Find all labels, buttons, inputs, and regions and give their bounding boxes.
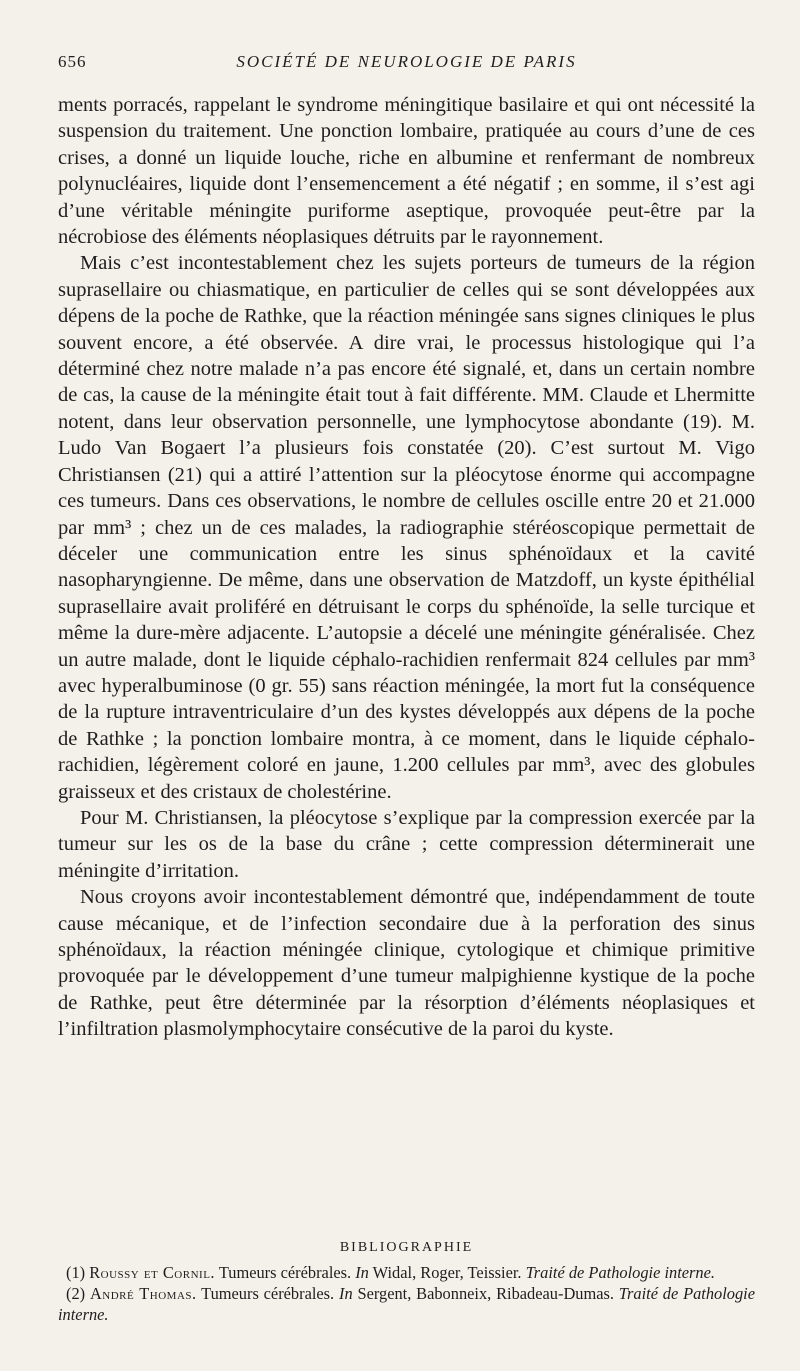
page-header <box>58 52 755 78</box>
entry-editors: Sergent, Babonneix, Ribadeau-Dumas. <box>352 1284 619 1303</box>
bibliography-list <box>58 1262 755 1325</box>
entry-text: Tumeurs cérébrales. <box>196 1284 339 1303</box>
entry-editors: Widal, Roger, Teissier. <box>368 1263 526 1282</box>
entry-text: Tumeurs cérébrales. <box>215 1263 356 1282</box>
page-number: 656 <box>58 52 87 71</box>
paragraph: Pour M. Christiansen, la pléocytose s’explique par la compression exercée par la tumeur sur les os de la base du crâne ; cette compression déterminerait une méningite d’irritation. <box>58 806 755 882</box>
entry-authors: Roussy et Cornil. <box>89 1263 216 1282</box>
bibliography-heading: BIBLIOGRAPHIE <box>339 1240 474 1255</box>
entry-number: (2) <box>66 1284 86 1303</box>
running-title: SOCIÉTÉ DE NEUROLOGIE DE PARIS <box>236 52 577 71</box>
paragraph: Nous croyons avoir incontestablement démontré que, indépendamment de toute cause mécanique, et de l’infection secondaire due à la perforation des sinus sphénoïdaux, la réaction méningée clinique, cytologique et chimique primitive provoquée par le développement d’une tumeur malpighienne kystique de la poche de Rathke, peut être déterminée par la résorption d’éléments néoplasiques et l’infiltration plasmolymphocytaire consécutive de la paroi du kyste. <box>58 886 755 1041</box>
paragraph-continued: ments porracés, rappelant le syndrome méningitique basilaire et qui ont nécessité la suspension du traitement. Une ponction lombaire, pratiquée au cours d’une de ces crises, a donné un liquide louche, riche en albumine et renfermant de nombreux polynucléaires, liquide dont l’ensemencement a été négatif ; en somme, il s’est agi d’une véritable méningite puriforme aseptique, provoquée peut-être par la nécrobiose des éléments néoplasiques détruits par le rayonnement. <box>58 94 755 249</box>
entry-source: Traité de Pathologie interne. <box>525 1263 715 1282</box>
entry-in: In <box>338 1284 353 1303</box>
article-body <box>58 92 755 1043</box>
entry-authors: André Thomas. <box>89 1284 197 1303</box>
paragraph: Mais c’est incontestablement chez les sujets porteurs de tumeurs de la région suprasellaire ou chiasmatique, en particulier de celles qui se sont développées aux dépens de la poche de Rathke, que la réaction méningée sans signes cliniques le plus souvent encore, a été observée. A dire vrai, le processus histologique qui l’a déterminé chez notre malade n’a pas encore été signalé, et, dans un certain nombre de cas, la cause de la méningite était tout à fait différente. MM. Claude et Lhermitte notent, dans leur observation personnelle, une lymphocytose abondante (19). M. Ludo Van Bogaert l’a plusieurs fois constatée (20). C’est surtout M. Vigo Christiansen (21) qui a attiré l’attention sur la pléocytose énorme qui accompagne ces tumeurs. Dans ces observations, le nombre de cellules oscille entre 20 et 21.000 par mm³ ; chez un de ces malades, la radiographie stéréoscopique permettait de déceler une communication entre les sinus sphénoïdaux et la cavité nasopharyngienne. De même, dans une observation de Matzdoff, un kyste épithélial suprasellaire avait proliféré en détruisant le corps du sphénoïde, la selle turcique et même la dure-mère adjacente. L’autopsie a décelé une méningite généralisée. Chez un autre malade, dont le liquide céphalo-rachidien renfermait 824 cellules par mm³ avec hyperalbuminose (0 gr. 55) sans réaction méningée, la mort fut la conséquence de la rupture intraventriculaire d’un des kystes développés aux dépens de la poche de Rathke ; la ponction lombaire montra, à ce moment, dans le liquide céphalo-rachidien, légèrement coloré en jaune, 1.200 cellules par mm³, avec des globules graisseux et des cristaux de cholestérine. <box>58 252 755 803</box>
bibliography-entry <box>58 1262 755 1283</box>
entry-source: Traité de Pathologie interne. <box>58 1284 756 1324</box>
bibliography-entry <box>58 1283 755 1325</box>
entry-in: In <box>355 1263 369 1282</box>
entry-number: (1) <box>66 1263 86 1282</box>
